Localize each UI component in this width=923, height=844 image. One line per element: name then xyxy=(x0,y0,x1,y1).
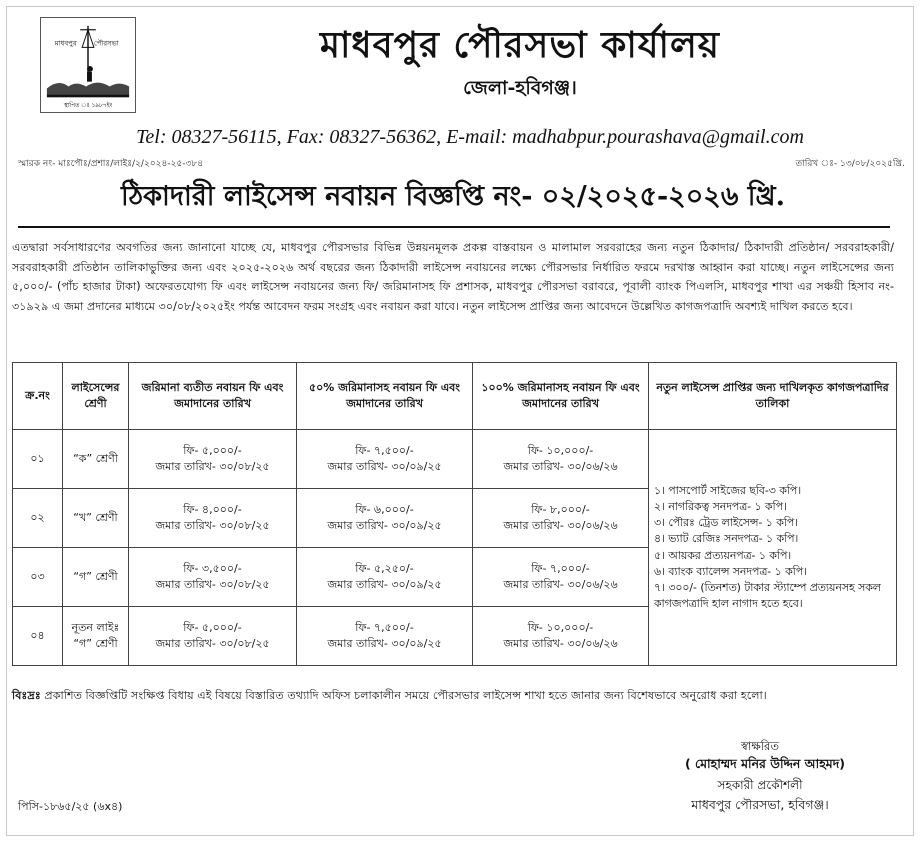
memo-date: তারিখ ঃ- ১৩/০৮/২০২৫খ্রি. xyxy=(795,159,905,169)
license-fee-table xyxy=(12,362,897,666)
row-fee-50 xyxy=(297,430,473,489)
footnote xyxy=(12,686,894,705)
deposit-date: জমার তারিখ- ৩০/০৬/২৬ xyxy=(503,460,618,473)
document-item: ১। পাসপোর্ট সাইজের ছবি-৩ কপি। xyxy=(654,483,802,497)
title-underline xyxy=(18,226,890,228)
row-category: “ক” শ্রেণী xyxy=(63,430,129,489)
notice-title: ঠিকাদারী লাইসেন্স নবায়ন বিজ্ঞপ্তি নং- ০২/২০২৫-২০২৬ খ্রি. xyxy=(120,181,786,212)
document-item: ৪। ভ্যাট রেজিঃ সনদপত্র- ১ কপি। xyxy=(654,532,799,546)
col-header-category: লাইসেন্সের শ্রেণী xyxy=(63,363,129,430)
office-title: মাধবপুর পৌরসভা কার্যালয় xyxy=(320,24,720,66)
row-fee-50 xyxy=(297,607,473,666)
signatory-name: ( মোহাম্মদ মনির উদ্দিন আহমদ) xyxy=(684,756,846,771)
deposit-date: জমার তারিখ- ৩০/০৬/২৬ xyxy=(503,637,618,650)
logo-emblem-icon xyxy=(41,18,135,112)
deposit-date: জমার তারিখ- ৩০/০৬/২৬ xyxy=(503,519,618,532)
row-fee-no-fine xyxy=(129,548,297,607)
memo-reference: স্মারক নং- মাঃপৌঃ/প্রশাঃ/লাইঃ/২/২০২৪-২৫-৩৮৪ xyxy=(18,159,204,169)
row-sl: ০৩ xyxy=(13,548,63,607)
fee-amount: ফি- ৩,৫০০/- xyxy=(183,562,242,575)
deposit-date: জমার তারিখ- ৩০/০৯/২৫ xyxy=(327,578,442,591)
fee-amount: ফি- ৮,০০০/- xyxy=(531,503,590,516)
document-item: ৭। ৩০০/- (তিনশত) টাকার স্ট্যাম্পে প্রত্যয়নসহ সকল কাগজপত্রাদি হাল নাগাদ হতে হবে। xyxy=(654,580,881,611)
deposit-date: জমার তারিখ- ৩০/০৬/২৬ xyxy=(503,578,618,591)
document-item: ৫। আয়কর প্রত্যয়নপত্র- ১ কপি। xyxy=(654,548,792,562)
signatory-designation: সহকারী প্রকৌশলী xyxy=(717,778,803,792)
table-header-row xyxy=(13,363,897,430)
district-subtitle: জেলা-হবিগঞ্জ। xyxy=(463,77,577,99)
col-header-fee-100: ১০০% জরিমানাসহ নবায়ন ফি এবং জমাদানের তারিখ xyxy=(473,363,649,430)
row-fee-100 xyxy=(473,489,649,548)
fee-amount: ফি- ৫,০০০/- xyxy=(183,621,242,634)
row-fee-50 xyxy=(297,489,473,548)
print-code: পিসি-১৮৬৫/২৫ (৬x৪) xyxy=(18,800,123,813)
row-fee-no-fine xyxy=(129,607,297,666)
row-sl: ০২ xyxy=(13,489,63,548)
fee-amount: ফি- ৪,০০০/- xyxy=(183,503,242,516)
fee-amount: ফি- ৫,২৫০/- xyxy=(355,562,414,575)
logo-text-left: মাধবপুর xyxy=(54,39,77,48)
fee-amount: ফি- ৬,০০০/- xyxy=(355,503,414,516)
deposit-date: জমার তারিখ- ৩০/০৮/২৫ xyxy=(155,578,270,591)
row-fee-no-fine xyxy=(129,489,297,548)
col-header-documents: নতুন লাইসেন্স প্রাপ্তির জন্য দাখিলকৃত কাগজপত্রাদির তালিকা xyxy=(649,363,897,430)
document-item: ২। নাগরিকত্ব সনদপত্র- ১ কপি। xyxy=(654,499,787,513)
municipality-logo xyxy=(40,17,136,113)
table-row xyxy=(13,430,897,489)
row-category: “গ” শ্রেণী xyxy=(63,548,129,607)
col-header-sl: ক্র.নং xyxy=(13,363,63,430)
signatory-office: মাধবপুর পৌরসভা, হবিগঞ্জ। xyxy=(691,797,829,812)
fee-amount: ফি- ৭,০০০/- xyxy=(531,562,590,575)
signed-label: স্বাক্ষরিত xyxy=(741,739,779,753)
fee-amount: ফি- ১০,০০০/- xyxy=(527,621,594,634)
row-fee-50 xyxy=(297,548,473,607)
deposit-date: জমার তারিখ- ৩০/০৮/২৫ xyxy=(155,519,270,532)
row-fee-100 xyxy=(473,607,649,666)
fee-amount: ফি- ৭,৫০০/- xyxy=(355,444,414,457)
row-category: “খ” শ্রেণী xyxy=(63,489,129,548)
deposit-date: জমার তারিখ- ৩০/০৮/২৫ xyxy=(155,460,270,473)
row-sl: ০৪ xyxy=(13,607,63,666)
fee-amount: ফি- ৫,০০০/- xyxy=(183,444,242,457)
col-header-fee-no-fine: জরিমানা ব্যতীত নবায়ন ফি এবং জমাদানের তারিখ xyxy=(129,363,297,430)
row-category: নূতন লাইঃ “গ” শ্রেণী xyxy=(63,607,129,666)
fee-amount: ফি- ১০,০০০/- xyxy=(527,444,594,457)
deposit-date: জমার তারিখ- ৩০/০৯/২৫ xyxy=(327,460,442,473)
row-fee-100 xyxy=(473,548,649,607)
logo-text-right: পৌরসভা xyxy=(93,39,119,48)
documents-list xyxy=(649,430,897,666)
document-item: ৬। ব্যাংক ব্যালেন্স সনদপত্র- ১ কপি। xyxy=(654,564,807,578)
fee-amount: ফি- ৭,৫০০/- xyxy=(355,621,414,634)
footnote-text: প্রকাশিত বিজ্ঞপ্তিটি সংক্ষিপ্ত বিধায় এই বিষয়ে বিস্তারিত তথ্যাদি অফিস চলাকালীন সময়ে পৌরসভার লাইসেন্স শাখা হতে জানার জন্য বিশেষভাবে অনুরোধ করা হলো। xyxy=(44,689,767,702)
document-item: ৩। পৌরঃ ট্রেড লাইসেন্স- ১ কপি। xyxy=(654,516,799,530)
deposit-date: জমার তারিখ- ৩০/০৯/২৫ xyxy=(327,637,442,650)
deposit-date: জমার তারিখ- ৩০/০৮/২৫ xyxy=(155,637,270,650)
row-fee-100 xyxy=(473,430,649,489)
row-sl: ০১ xyxy=(13,430,63,489)
footnote-label: বিঃদ্রঃ xyxy=(12,689,41,702)
notice-body: এতদ্বারা সর্বসাধারণের অবগতির জন্য জানানো যাচ্ছে যে, মাধবপুর পৌরসভার বিভিন্ন উন্নয়নমূলক প্রকল্প বাস্তবায়ন ও মালামাল সরবরাহের জন্য নতুন ঠিকাদার/ ঠিকাদারী প্রতিষ্ঠান/ সরবরাহকারী/ সরবরাহকারী প্রতিষ্ঠান তালিকাভুক্তির জন্য এবং ২০২৫-২০২৬ অর্থ বছরের জন্য ঠিকাদারী লাইসেন্স নবায়নের লক্ষ্যে পৌরসভার নির্ধারিত ফরমে দরখাস্ত আহ্বান করা যাচ্ছে। নতুন লাইসেন্সের জন্য ৫,০০০/- (পাঁচ হাজার টাকা) অফেরতযোগ্য ফি এবং লাইসেন্স নবায়নের জন্য ফি/ জরিমানাসহ ফি প্রশাসক, মাধবপুর পৌরসভা বরাবরে, পূবালী ব্যাংক পিএলসি, মাধবপুর শাখা এর সঞ্চয়ী হিসাব নং- ৩১৯২৯ এ জমা প্রদানের মাধ্যমে ৩০/০৮/২০২৫ইং পর্যন্ত আবেদন ফরম সংগ্রহ এবং নবায়ন করা যাবে। নতুন লাইসেন্স প্রাপ্তির জন্য আবেদনে উল্লেখিত কাগজপত্রাদি অবশ্যই দাখিল করতে হবে। xyxy=(12,241,894,313)
col-header-fee-50: ৫০% জরিমানাসহ নবায়ন ফি এবং জমাদানের তারিখ xyxy=(297,363,473,430)
logo-text-bottom: স্থাপিত ঃ ১৯৮৭ইং xyxy=(63,103,113,110)
row-fee-no-fine xyxy=(129,430,297,489)
contact-line: Tel: 08327-56115, Fax: 08327-56362, E-mail: madhabpur.pourashava@gmail.com xyxy=(136,126,804,148)
deposit-date: জমার তারিখ- ৩০/০৯/২৫ xyxy=(327,519,442,532)
